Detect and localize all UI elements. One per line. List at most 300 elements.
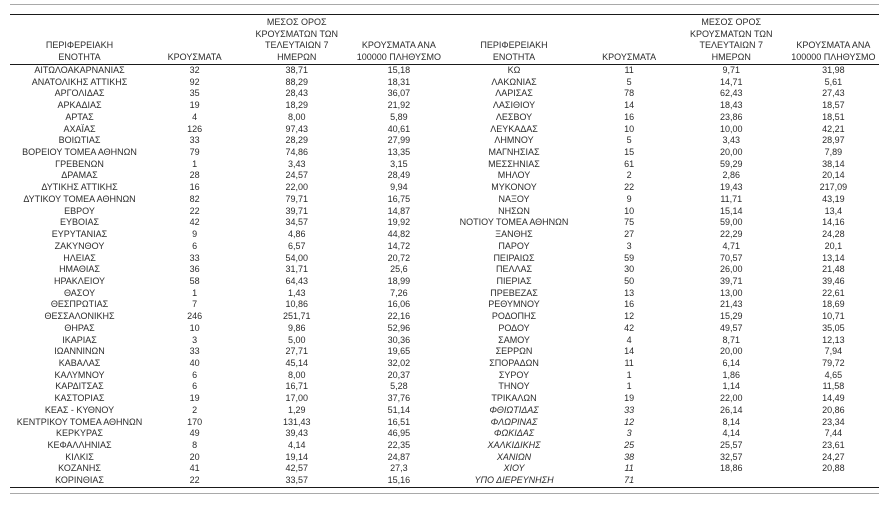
cases-cell: 32 (189, 65, 200, 75)
table-row (10, 65, 445, 77)
table-row (445, 159, 880, 171)
per100k-cell: 20,1 (824, 240, 843, 251)
avg7-cell: 24,57 (285, 170, 309, 181)
per100k-cell: 11,58 (822, 381, 845, 392)
avg7-cell: 39,71 (285, 205, 309, 216)
region-cell: ΙΚΑΡΙΑΣ (62, 334, 97, 345)
avg7-cell: 39,43 (285, 428, 309, 439)
cases-cell: 3 (192, 334, 198, 345)
per100k-cell: 14,72 (387, 240, 411, 251)
per100k-cell: 36,07 (387, 88, 411, 99)
cases-cell: 59 (624, 252, 635, 263)
region-cell: ΚΑΒΑΛΑΣ (58, 357, 101, 368)
region-cell: ΑΧΑΪΑΣ (63, 123, 96, 134)
per100k-cell: 18,57 (822, 100, 845, 111)
region-cell: ΚΑΣΤΟΡΙΑΣ (54, 393, 105, 404)
per100k-cell: 28,49 (387, 170, 411, 181)
per100k-cell: 14,87 (387, 205, 411, 216)
region-cell: ΣΠΟΡΑΔΩΝ (489, 357, 539, 368)
region-cell: ΑΝΑΤΟΛΙΚΗΣ ΑΤΤΙΚΗΣ (31, 76, 128, 87)
bottom-gray-divider (10, 493, 879, 494)
table-row (10, 299, 445, 311)
region-cell: ΛΑΚΩΝΙΑΣ (491, 76, 537, 87)
region-cell: ΚΕΑΣ - ΚΥΘΝΟΥ (44, 404, 115, 415)
per100k-cell: 30,36 (387, 334, 411, 345)
top-gray-divider (10, 4, 879, 5)
table-row (10, 135, 445, 147)
cases-cell: 246 (187, 311, 203, 322)
region-cell: ΚΩ (507, 65, 521, 75)
per100k-cell: 19,92 (387, 217, 411, 228)
region-cell: ΝΟΤΙΟΥ ΤΟΜΕΑ ΑΘΗΝΩΝ (459, 217, 569, 228)
table-row (445, 440, 880, 452)
table-row (445, 147, 880, 159)
avg7-cell: 31,71 (285, 264, 309, 275)
region-cell: ΝΗΣΩΝ (498, 205, 530, 216)
avg7-cell: 11,71 (720, 193, 743, 204)
region-cell: ΛΕΥΚΑΔΑΣ (490, 123, 538, 134)
avg7-cell: 59,29 (719, 158, 743, 169)
cases-cell: 4 (192, 111, 198, 122)
avg7-cell: 4,86 (287, 229, 306, 240)
cases-cell: 38 (624, 451, 635, 462)
region-cell: ΣΑΜΟΥ (498, 334, 530, 345)
cases-cell: 61 (624, 158, 635, 169)
avg7-cell: 9,71 (722, 65, 741, 75)
table-row (445, 299, 880, 311)
cases-cell: 49 (189, 428, 200, 439)
avg7-cell: 33,57 (285, 475, 309, 486)
avg7-cell: 27,71 (285, 346, 309, 357)
avg7-cell: 26,00 (719, 264, 743, 275)
table-row (445, 452, 880, 464)
region-cell: ΣΥΡΟΥ (498, 369, 530, 380)
per100k-cell: 20,88 (822, 463, 845, 474)
avg7-cell: 6,57 (287, 240, 306, 251)
avg7-cell: 18,43 (719, 100, 743, 111)
region-cell: ΕΥΡΥΤΑΝΙΑΣ (51, 229, 108, 240)
region-cell: ΘΗΡΑΣ (64, 322, 95, 333)
cases-cell: 9 (192, 229, 198, 240)
table-row (10, 217, 445, 229)
cases-cell: 36 (189, 264, 200, 275)
avg7-cell: 22,29 (719, 229, 743, 240)
table-row (10, 264, 445, 276)
table-row (10, 405, 445, 417)
region-cell: ΚΕΝΤΡΙΚΟΥ ΤΟΜΕΑ ΑΘΗΝΩΝ (16, 416, 143, 427)
per100k-cell: 27,3 (390, 463, 408, 474)
region-cell: ΑΡΚΑΔΙΑΣ (57, 100, 102, 111)
region-cell: ΜΑΓΝΗΣΙΑΣ (488, 147, 540, 158)
per100k-cell: 13,14 (822, 252, 845, 263)
table-row (10, 288, 445, 300)
table-row (445, 288, 880, 300)
region-cell: ΦΛΩΡΙΝΑΣ (490, 416, 538, 427)
region-cell: ΠΕΛΛΑΣ (495, 264, 533, 275)
cases-cell: 27 (624, 229, 635, 240)
avg7-cell: 25,57 (719, 440, 743, 450)
per100k-cell: 22,35 (387, 440, 411, 450)
per100k-cell: 31,98 (822, 65, 845, 75)
region-cell: ΦΩΚΙΔΑΣ (493, 428, 535, 439)
per100k-cell: 22,61 (822, 287, 845, 298)
table-row (10, 147, 445, 159)
region-cell: ΧΙΟΥ (503, 463, 525, 474)
cases-cell: 15 (624, 147, 635, 158)
avg7-cell: 5,00 (287, 334, 306, 345)
table-row (10, 124, 445, 136)
per100k-cell: 20,37 (387, 369, 411, 380)
avg7-cell: 8,71 (722, 334, 741, 345)
avg7-cell: 3,43 (722, 135, 741, 146)
avg7-cell: 20,00 (719, 346, 743, 357)
per100k-cell: 5,61 (824, 76, 843, 87)
avg7-cell: 19,14 (285, 451, 309, 462)
table-row (10, 370, 445, 382)
table-row (445, 393, 880, 405)
per100k-cell: 79,72 (822, 357, 845, 368)
table-row (445, 253, 880, 265)
cases-cell: 14 (624, 100, 635, 111)
avg7-cell: 10,00 (719, 123, 743, 134)
header-row (445, 15, 880, 65)
avg7-cell: 18,86 (719, 463, 743, 474)
per100k-cell: 217,09 (819, 182, 848, 193)
avg7-cell: 4,14 (287, 440, 306, 450)
region-cell: ΚΕΡΚΥΡΑΣ (56, 428, 103, 439)
per100k-cell: 46,95 (387, 428, 411, 439)
cases-cell: 10 (624, 205, 635, 216)
region-cell: ΙΩΑΝΝΙΝΩΝ (54, 346, 105, 357)
table-row (445, 381, 880, 393)
region-cell: ΛΑΣΙΘΙΟΥ (492, 100, 536, 111)
avg7-cell: 74,86 (285, 147, 309, 158)
per100k-cell: 24,28 (822, 229, 845, 240)
avg7-cell: 38,71 (285, 65, 309, 75)
per100k-cell: 27,99 (387, 135, 411, 146)
region-cell: ΤΡΙΚΑΛΩΝ (491, 393, 537, 404)
cases-cell: 13 (624, 287, 635, 298)
table-row (445, 194, 880, 206)
per100k-cell: 51,14 (387, 404, 411, 415)
per100k-cell: 4,65 (824, 369, 843, 380)
table-row (10, 323, 445, 335)
avg7-cell: 20,00 (719, 147, 743, 158)
avg7-cell: 97,43 (285, 123, 309, 134)
per100k-cell: 18,51 (822, 111, 845, 122)
table-row (445, 182, 880, 194)
region-cell: ΧΑΝΙΩΝ (496, 451, 532, 462)
region-cell: ΜΥΚΟΝΟΥ (491, 182, 537, 193)
per100k-cell (788, 475, 879, 487)
per100k-cell: 5,89 (390, 111, 408, 122)
table-row (10, 100, 445, 112)
cases-cell: 126 (187, 123, 203, 134)
per100k-cell: 20,86 (822, 404, 845, 415)
avg7-cell: 64,43 (285, 275, 309, 286)
cases-cell: 9 (626, 193, 632, 204)
per100k-cell: 19,65 (387, 346, 411, 357)
cases-cell: 50 (624, 275, 635, 286)
per100k-cell: 16,06 (387, 299, 411, 310)
table-row (445, 463, 880, 475)
region-cell: ΑΡΤΑΣ (65, 111, 94, 122)
cases-cell: 35 (189, 88, 200, 99)
cases-cell: 30 (624, 264, 635, 275)
region-cell: ΘΕΣΣΑΛΟΝΙΚΗΣ (44, 311, 115, 322)
per100k-cell: 21,92 (387, 100, 411, 111)
cases-cell: 4 (626, 334, 632, 345)
table-row (445, 217, 880, 229)
avg7-cell: 32,57 (719, 451, 743, 462)
avg7-cell (675, 475, 788, 487)
table-row (10, 381, 445, 393)
avg7-cell: 3,43 (287, 158, 306, 169)
cases-cell: 5 (626, 76, 632, 87)
table-row (10, 393, 445, 405)
avg7-cell: 34,57 (285, 217, 309, 228)
table-row (445, 170, 880, 182)
region-cell: ΛΗΜΝΟΥ (494, 135, 534, 146)
per100k-cell: 7,89 (824, 147, 843, 158)
regional-table-right (445, 15, 880, 487)
avg7-cell: 70,57 (719, 252, 743, 263)
avg7-cell: 4,71 (722, 240, 741, 251)
table-row (10, 475, 445, 487)
region-cell: ΚΟΡΙΝΘΙΑΣ (55, 475, 104, 486)
table-row (445, 428, 880, 440)
region-cell: ΕΒΡΟΥ (64, 205, 95, 216)
region-cell: ΡΟΔΟΥ (498, 322, 530, 333)
col-header-avg7: ΜΕΣΟΣ ΟΡΟΣ ΚΡΟΥΣΜΑΤΩΝ ΤΩΝ ΤΕΛΕΥΤΑΙΩΝ 7 ΗΜΕΡΩΝ (240, 15, 353, 65)
table-row (10, 170, 445, 182)
avg7-cell: 1,29 (287, 404, 306, 415)
cases-cell: 8 (192, 440, 198, 450)
cases-cell: 170 (187, 416, 203, 427)
per100k-cell: 39,46 (822, 275, 845, 286)
col-header-cases: ΚΡΟΥΣΜΑΤΑ (149, 15, 240, 65)
avg7-cell: 8,00 (287, 111, 306, 122)
region-cell: ΥΠΟ ΔΙΕΡΕΥΝΗΣΗ (474, 475, 554, 486)
per100k-cell: 38,14 (822, 158, 845, 169)
cases-cell: 20 (189, 451, 200, 462)
region-cell: ΛΑΡΙΣΑΣ (495, 88, 533, 99)
region-cell: ΑΙΤΩΛΟΑΚΑΡΝΑΝΙΑΣ (34, 65, 125, 75)
cases-cell: 11 (624, 463, 634, 474)
per100k-cell: 37,76 (387, 393, 411, 404)
region-cell: ΓΡΕΒΕΝΩΝ (55, 158, 104, 169)
cases-cell: 5 (626, 135, 632, 146)
per100k-cell: 21,48 (822, 264, 845, 275)
avg7-cell: 45,14 (285, 357, 309, 368)
col-header-per100k: ΚΡΟΥΣΜΑΤΑ ΑΝΑ 100000 ΠΛΗΘΥΣΜΟ (788, 15, 879, 65)
table-row (10, 88, 445, 100)
cases-cell: 1 (192, 158, 198, 169)
region-cell: ΔΥΤΙΚΟΥ ΤΟΜΕΑ ΑΘΗΝΩΝ (23, 193, 136, 204)
avg7-cell: 251,71 (282, 311, 311, 322)
avg7-cell: 10,86 (285, 299, 309, 310)
table-row (445, 135, 880, 147)
avg7-cell: 59,00 (719, 217, 743, 228)
per100k-cell: 40,61 (387, 123, 411, 134)
region-cell: ΡΕΘΥΜΝΟΥ (488, 299, 540, 310)
table-row (445, 417, 880, 429)
col-header-avg7: ΜΕΣΟΣ ΟΡΟΣ ΚΡΟΥΣΜΑΤΩΝ ΤΩΝ ΤΕΛΕΥΤΑΙΩΝ 7 ΗΜΕΡΩΝ (675, 15, 788, 65)
avg7-cell: 18,29 (285, 100, 309, 111)
cases-cell: 33 (189, 252, 200, 263)
table-row (10, 229, 445, 241)
per100k-cell: 43,19 (822, 193, 845, 204)
per100k-cell: 5,28 (390, 381, 408, 392)
region-cell: ΚΑΡΔΙΤΣΑΣ (55, 381, 104, 392)
region-cell: ΡΟΔΟΠΗΣ (491, 311, 537, 322)
per100k-cell: 22,16 (387, 311, 411, 322)
table-row (10, 276, 445, 288)
avg7-cell: 13,00 (719, 287, 743, 298)
table-row (10, 112, 445, 124)
avg7-cell: 15,14 (719, 205, 743, 216)
per100k-cell: 7,44 (824, 428, 843, 439)
cases-cell: 12 (624, 311, 635, 322)
cases-cell: 1 (626, 381, 632, 392)
table-row (445, 65, 880, 77)
region-cell: ΞΑΝΘΗΣ (495, 229, 533, 240)
table-row (10, 311, 445, 323)
avg7-cell: 22,00 (719, 393, 743, 404)
avg7-cell: 19,43 (719, 182, 743, 193)
table-row (445, 370, 880, 382)
region-cell: ΖΑΚΥΝΘΟΥ (54, 240, 105, 251)
table-row (10, 194, 445, 206)
cases-cell: 79 (189, 147, 200, 158)
avg7-cell: 49,57 (719, 322, 743, 333)
cases-cell: 58 (189, 275, 200, 286)
avg7-cell: 4,14 (722, 428, 741, 439)
table-row (10, 440, 445, 452)
region-cell: ΑΡΓΟΛΙΔΑΣ (54, 88, 105, 99)
cases-cell: 16 (189, 182, 200, 193)
per100k-cell: 10,71 (822, 311, 845, 322)
cases-cell: 6 (192, 381, 198, 392)
avg7-cell: 62,43 (719, 88, 743, 99)
per100k-cell: 3,15 (390, 158, 408, 169)
region-cell: ΗΛΕΙΑΣ (63, 252, 96, 263)
table-row (445, 311, 880, 323)
avg7-cell: 16,71 (285, 381, 309, 392)
per100k-cell: 14,49 (822, 393, 845, 404)
table-row (10, 335, 445, 347)
table-row (10, 346, 445, 358)
region-cell: ΧΑΛΚΙΔΙΚΗΣ (487, 440, 541, 450)
cases-cell: 11 (624, 65, 634, 75)
table-row (445, 264, 880, 276)
region-cell: ΣΕΡΡΩΝ (495, 346, 533, 357)
table-row (445, 100, 880, 112)
table-row (10, 77, 445, 89)
cases-cell: 19 (189, 393, 200, 404)
avg7-cell: 1,14 (722, 381, 741, 392)
avg7-cell: 22,00 (285, 182, 309, 193)
per100k-cell: 32,02 (387, 357, 411, 368)
cases-cell: 33 (189, 135, 200, 146)
per100k-cell: 7,26 (390, 287, 408, 298)
avg7-cell: 6,14 (722, 357, 741, 368)
cases-cell: 41 (189, 463, 200, 474)
region-cell: ΘΑΣΟΥ (63, 287, 96, 298)
cases-cell: 10 (189, 322, 200, 333)
region-cell: ΚΟΖΑΝΗΣ (58, 463, 101, 474)
table-row (445, 475, 880, 487)
col-header-per100k: ΚΡΟΥΣΜΑΤΑ ΑΝΑ 100000 ΠΛΗΘΥΣΜΟ (353, 15, 444, 65)
avg7-cell: 54,00 (285, 252, 309, 263)
regional-table-left (10, 15, 445, 487)
cases-cell: 6 (192, 240, 198, 251)
avg7-cell: 8,14 (722, 416, 741, 427)
avg7-cell: 42,57 (285, 463, 309, 474)
avg7-cell: 79,71 (285, 193, 309, 204)
avg7-cell: 1,43 (287, 287, 306, 298)
per100k-cell: 42,21 (822, 123, 845, 134)
per100k-cell: 25,6 (390, 264, 408, 275)
table-row (445, 358, 880, 370)
cases-cell: 92 (189, 76, 200, 87)
per100k-cell: 16,75 (387, 193, 411, 204)
table-row (445, 276, 880, 288)
table-row (445, 112, 880, 124)
cases-cell: 10 (624, 123, 635, 134)
region-cell: ΤΗΝΟΥ (498, 381, 530, 392)
col-header-region: ΠΕΡΙΦΕΡΕΙΑΚΗ ΕΝΟΤΗΤΑ (445, 15, 584, 65)
avg7-cell: 39,71 (719, 275, 743, 286)
per100k-cell: 23,61 (822, 440, 845, 450)
table-row (445, 206, 880, 218)
cases-cell: 22 (624, 182, 635, 193)
per100k-cell: 12,13 (822, 334, 845, 345)
per100k-cell: 7,94 (824, 346, 843, 357)
region-cell: ΒΟΡΕΙΟΥ ΤΟΜΕΑ ΑΘΗΝΩΝ (22, 147, 137, 158)
cases-cell: 22 (189, 475, 200, 486)
table-row (445, 241, 880, 253)
region-cell: ΔΥΤΙΚΗΣ ΑΤΤΙΚΗΣ (41, 182, 118, 193)
cases-cell: 19 (624, 393, 635, 404)
per100k-cell: 16,51 (387, 416, 411, 427)
cases-cell: 40 (189, 357, 200, 368)
cases-cell: 11 (624, 357, 634, 368)
per100k-cell: 18,99 (387, 275, 411, 286)
per100k-cell: 13,4 (824, 205, 843, 216)
region-cell: ΘΕΣΠΡΩΤΙΑΣ (50, 299, 109, 310)
region-cell: ΠΡΕΒΕΖΑΣ (490, 287, 538, 298)
cases-cell: 2 (192, 404, 198, 415)
table-row (445, 229, 880, 241)
table-row (10, 182, 445, 194)
table-row (445, 405, 880, 417)
cases-cell: 7 (192, 299, 198, 310)
cases-cell: 33 (189, 346, 200, 357)
cases-cell: 42 (624, 322, 635, 333)
table-row (10, 159, 445, 171)
cases-cell: 71 (624, 475, 635, 486)
table-row (10, 206, 445, 218)
table-row (445, 335, 880, 347)
per100k-cell: 35,05 (822, 322, 845, 333)
region-cell: ΛΕΣΒΟΥ (495, 111, 533, 122)
cases-cell: 1 (626, 369, 632, 380)
per100k-cell: 15,18 (387, 65, 411, 75)
avg7-cell: 15,29 (719, 311, 743, 322)
per100k-cell: 24,27 (822, 451, 845, 462)
cases-cell: 1 (192, 287, 198, 298)
